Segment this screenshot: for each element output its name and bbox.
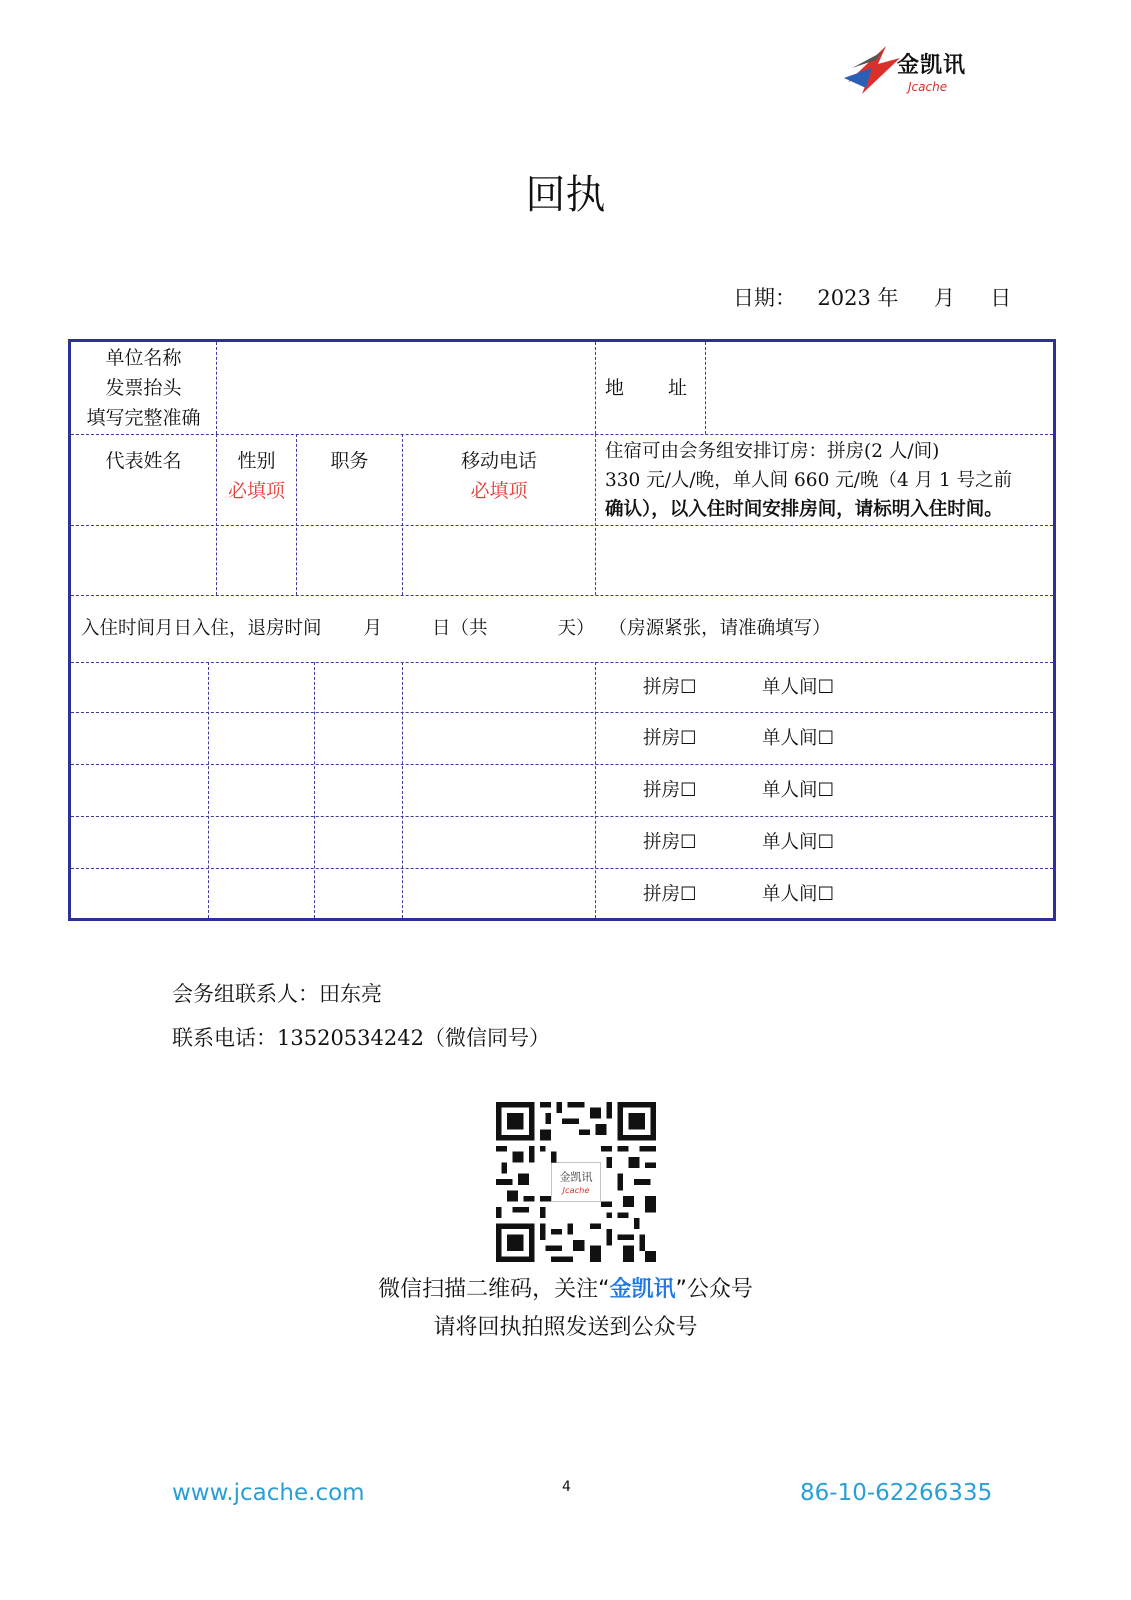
address-label: 地 址: [605, 377, 688, 399]
room-option-single[interactable]: 单人间☐: [762, 780, 835, 801]
qr-code-icon: [496, 1102, 656, 1262]
gender-required-note: 必填项: [227, 480, 285, 502]
entry-phone-field[interactable]: [403, 526, 595, 595]
date-year: 2023 年: [817, 286, 899, 310]
logo-mark-icon: [842, 38, 902, 102]
footer-website-link[interactable]: www.jcache.com: [172, 1480, 365, 1506]
room-option-single[interactable]: 单人间☐: [762, 728, 835, 749]
date-line: [733, 282, 1011, 312]
room-option-shared[interactable]: 拼房☐: [643, 780, 697, 801]
room-option-single[interactable]: 单人间☐: [762, 832, 835, 853]
phone-required-note: 必填项: [470, 480, 528, 502]
page-title: 回执: [525, 172, 606, 218]
date-month: 月: [933, 286, 955, 310]
registration-table: [68, 339, 1056, 921]
page-number: 4: [562, 1479, 571, 1495]
date-label: 日期：: [733, 286, 796, 310]
qr-code: [496, 1102, 656, 1262]
qr-caption-line2: 请将回执拍照发送到公众号: [433, 1315, 698, 1340]
entry-name-field[interactable]: [71, 526, 216, 595]
qr-caption-line1: 微信扫描二维码，关注“金凯讯”公众号: [378, 1277, 753, 1302]
header-phone: 移动电话 必填项: [403, 446, 595, 506]
qr-center-en: Jcache: [562, 1185, 590, 1196]
caption-brand: 金凯讯: [609, 1277, 676, 1302]
footer-phone: 86-10-62266335: [800, 1480, 993, 1506]
contact-person: 会务组联系人：田东亮: [172, 982, 382, 1006]
header-name: 代表姓名: [105, 450, 182, 472]
entry-gender-field[interactable]: [217, 526, 296, 595]
entry-position-field[interactable]: [297, 526, 402, 595]
contact-phone: 联系电话：13520534242（微信同号）: [172, 1026, 550, 1050]
room-option-single[interactable]: 单人间☐: [762, 884, 835, 905]
address-field[interactable]: [706, 342, 1056, 434]
logo-brand-en: Jcache: [908, 80, 948, 94]
date-day: 日: [990, 286, 1012, 310]
unit-name-field[interactable]: [217, 342, 595, 434]
accommodation-notes: 住宿可由会务组安排订房：拼房(2 人/间) 330 元/人/晚，单人间 660 元/晚（4 月 1 号之前 确认），以入住时间安排房间，请标明入住时间。: [605, 441, 1013, 520]
header-position: 职务: [330, 450, 369, 472]
logo-brand-cn: 金凯讯: [897, 53, 967, 78]
entry-notes-field[interactable]: [596, 526, 1056, 595]
room-option-shared[interactable]: 拼房☐: [643, 832, 697, 853]
qr-center-cn: 金凯讯: [559, 1170, 593, 1184]
room-option-shared[interactable]: 拼房☐: [643, 677, 697, 698]
room-option-single[interactable]: 单人间☐: [762, 677, 835, 698]
company-logo: [842, 38, 982, 102]
room-option-shared[interactable]: 拼房☐: [643, 728, 697, 749]
room-option-shared[interactable]: 拼房☐: [643, 884, 697, 905]
unit-name-label: 单位名称 发票抬头 填写完整准确: [86, 347, 201, 429]
header-gender: 性别 必填项: [217, 446, 296, 506]
checkin-line: 入住时间月日入住，退房时间 月 日（共 天） （房源紧张，请准确填写）: [81, 618, 831, 639]
